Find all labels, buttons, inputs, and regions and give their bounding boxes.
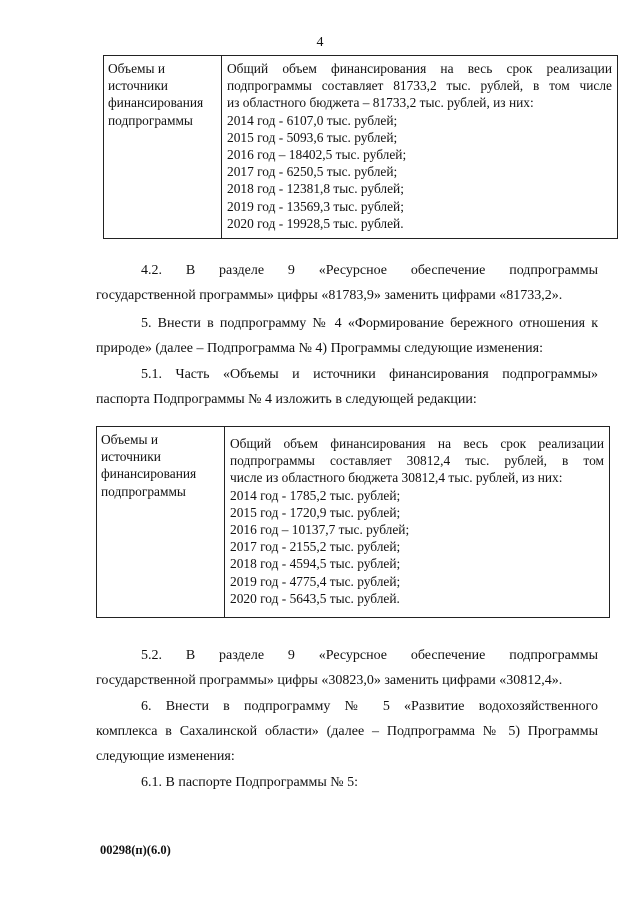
intro-line: числе из областного бюджета 30812,4 тыс. рублей, из них: [230,470,563,486]
label-line: Объемы и [101,432,159,447]
year-line: 2017 год - 6250,5 тыс. рублей; [227,164,398,180]
year-line: 2020 год - 5643,5 тыс. рублей. [230,590,400,606]
paragraph-line: комплекса в Сахалинской области» (далее – Подпрограмма № 5) Программы [96,724,598,739]
paragraph-line: государственной программы» цифры «30823,0» заменить цифрами «30812,4». [96,673,563,688]
paragraph-line: следующие изменения: [96,749,235,764]
label-line: подпрограммы [108,112,193,128]
paragraph-line: паспорта Подпрограммы № 4 изложить в следующей редакции: [96,392,477,407]
paragraph-line: государственной программы» цифры «81783,9» заменить цифрами «81733,2». [96,288,563,303]
paragraph-5-2 [96,643,598,693]
financing-table-2 [96,426,610,618]
label-line: подпрограммы [101,483,186,499]
year-line: 2014 год - 6107,0 тыс. рублей; [227,112,398,128]
year-line: 2015 год - 5093,6 тыс. рублей; [227,129,398,145]
year-line: 2018 год - 4594,5 тыс. рублей; [230,556,401,572]
paragraph-5 [96,311,598,361]
paragraph-line: 6.1. В паспорте Подпрограммы № 5: [141,775,359,790]
label-line: источники [101,449,161,465]
year-line: 2019 год - 4775,4 тыс. рублей; [230,573,401,589]
intro-line: Общий объем финансирования на весь срок реализации [227,61,612,76]
label-line: Объемы и [108,61,166,76]
paragraph-line: 5. Внести в подпрограмму № 4 «Формирование бережного отношения к [141,316,598,331]
label-line: источники [108,78,168,94]
intro-line: Общий объем финансирования на весь срок реализации [230,436,604,451]
table-label-cell [97,427,225,618]
year-line: 2016 год – 18402,5 тыс. рублей; [227,147,407,163]
paragraph-line: природе» (далее – Подпрограмма № 4) Программы следующие изменения: [96,341,543,356]
year-line: 2015 год - 1720,9 тыс. рублей; [230,504,401,520]
intro-line: подпрограммы составляет 81733,2 тыс. рублей, в том числе [227,78,612,94]
label-line: финансирования [108,95,204,111]
document-code: 00298(п)(6.0) [100,843,171,857]
table-label-cell [104,56,222,239]
paragraph-4-2 [96,258,598,308]
paragraph-5-1 [96,362,598,412]
intro-line: из областного бюджета – 81733,2 тыс. рублей, из них: [227,95,534,111]
table-text-cell [222,56,618,239]
year-line: 2016 год – 10137,7 тыс. рублей; [230,522,410,538]
paragraph-line: 6. Внести в подпрограмму № 5 «Развитие водохозяйственного [141,699,598,714]
year-line: 2019 год - 13569,3 тыс. рублей; [227,198,404,214]
paragraph-6-1 [96,770,598,795]
financing-table-1 [103,55,618,239]
year-line: 2017 год - 2155,2 тыс. рублей; [230,539,401,555]
year-line: 2018 год - 12381,8 тыс. рублей; [227,181,404,197]
year-line: 2014 год - 1785,2 тыс. рублей; [230,487,401,503]
label-line: финансирования [101,466,197,482]
year-line: 2020 год - 19928,5 тыс. рублей. [227,215,404,231]
paragraph-line: 5.1. Часть «Объемы и источники финансирования подпрограммы» [141,367,598,382]
table-text-cell [225,427,610,618]
page-number: 4 [316,35,324,50]
paragraph-line: 4.2. В разделе 9 «Ресурсное обеспечение подпрограммы [141,263,598,278]
intro-line: подпрограммы составляет 30812,4 тыс. рублей, в том [230,453,604,469]
paragraph-6 [96,694,598,769]
paragraph-line: 5.2. В разделе 9 «Ресурсное обеспечение подпрограммы [141,648,598,663]
